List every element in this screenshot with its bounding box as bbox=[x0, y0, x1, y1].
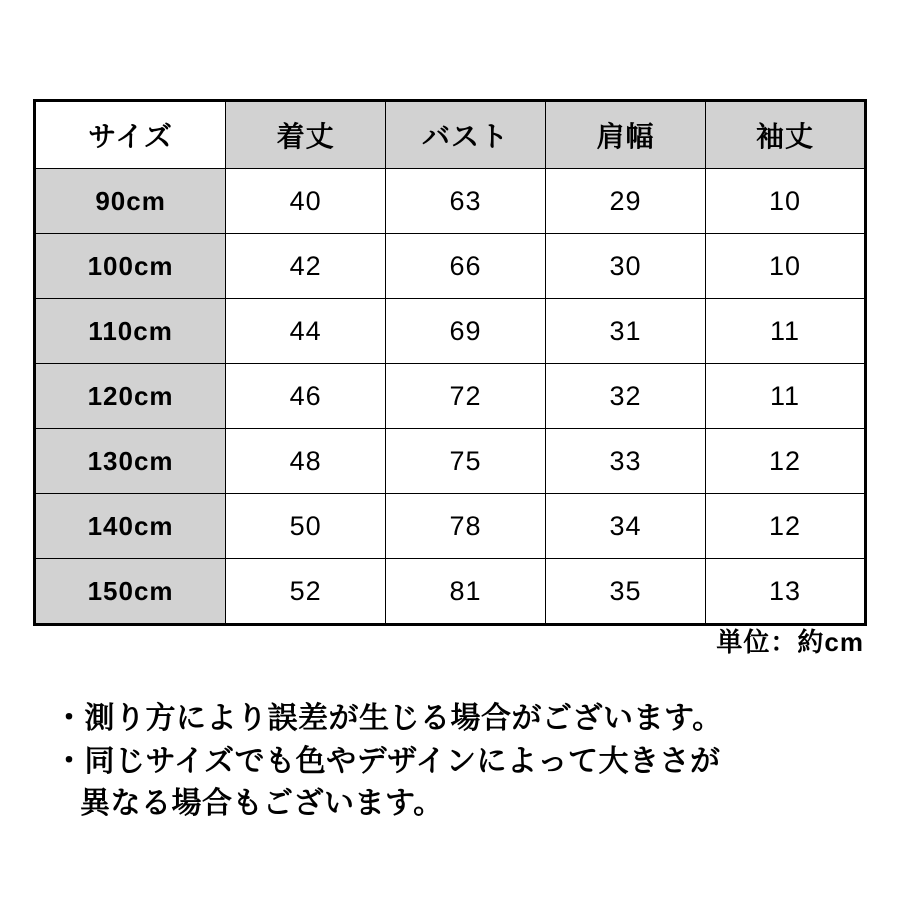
cell-length: 46 bbox=[226, 364, 386, 429]
table-row bbox=[35, 559, 866, 625]
cell-shoulder: 33 bbox=[546, 429, 706, 494]
row-size-label: 100cm bbox=[35, 234, 226, 299]
cell-length: 40 bbox=[226, 169, 386, 234]
cell-length: 48 bbox=[226, 429, 386, 494]
row-size-label: 140cm bbox=[35, 494, 226, 559]
cell-length: 50 bbox=[226, 494, 386, 559]
cell-shoulder: 30 bbox=[546, 234, 706, 299]
column-header-size: サイズ bbox=[35, 101, 226, 169]
cell-bust: 66 bbox=[386, 234, 546, 299]
note-line-2: ・同じサイズでも色やデザインによって大きさが bbox=[54, 744, 721, 778]
row-size-label: 120cm bbox=[35, 364, 226, 429]
note-line-1: ・測り方により誤差が生じる場合がございます。 bbox=[54, 702, 723, 735]
cell-bust: 72 bbox=[386, 364, 546, 429]
cell-sleeve: 13 bbox=[705, 559, 865, 625]
row-size-label: 90cm bbox=[35, 169, 226, 234]
cell-shoulder: 29 bbox=[546, 169, 706, 234]
cell-bust: 75 bbox=[386, 429, 546, 494]
cell-bust: 63 bbox=[386, 169, 546, 234]
unit-note: 単位：約cm bbox=[716, 627, 864, 657]
cell-length: 52 bbox=[226, 559, 386, 625]
note-line-3: 異なる場合もございます。 bbox=[80, 787, 444, 821]
cell-shoulder: 34 bbox=[546, 494, 706, 559]
column-header-shoulder: 肩幅 bbox=[546, 101, 706, 169]
cell-sleeve: 11 bbox=[705, 364, 865, 429]
cell-bust: 81 bbox=[386, 559, 546, 625]
cell-length: 42 bbox=[226, 234, 386, 299]
cell-length: 44 bbox=[226, 299, 386, 364]
row-size-label: 110cm bbox=[35, 299, 226, 364]
cell-sleeve: 11 bbox=[705, 299, 865, 364]
table-row bbox=[35, 494, 866, 559]
column-header-length: 着丈 bbox=[226, 101, 386, 169]
size-table-container bbox=[33, 99, 867, 626]
table-row bbox=[35, 299, 866, 364]
size-table bbox=[33, 99, 867, 626]
column-header-sleeve: 袖丈 bbox=[705, 101, 865, 169]
cell-shoulder: 31 bbox=[546, 299, 706, 364]
row-size-label: 150cm bbox=[35, 559, 226, 625]
table-row bbox=[35, 429, 866, 494]
column-header-bust: バスト bbox=[386, 101, 546, 169]
table-row bbox=[35, 169, 866, 234]
table-body bbox=[35, 169, 866, 625]
cell-sleeve: 10 bbox=[705, 169, 865, 234]
row-size-label: 130cm bbox=[35, 429, 226, 494]
cell-sleeve: 12 bbox=[705, 494, 865, 559]
table-row bbox=[35, 364, 866, 429]
cell-sleeve: 12 bbox=[705, 429, 865, 494]
table-header bbox=[35, 101, 866, 169]
notes-block bbox=[54, 698, 854, 826]
cell-shoulder: 32 bbox=[546, 364, 706, 429]
cell-shoulder: 35 bbox=[546, 559, 706, 625]
cell-bust: 69 bbox=[386, 299, 546, 364]
table-header-row bbox=[35, 101, 866, 169]
cell-sleeve: 10 bbox=[705, 234, 865, 299]
table-row bbox=[35, 234, 866, 299]
cell-bust: 78 bbox=[386, 494, 546, 559]
